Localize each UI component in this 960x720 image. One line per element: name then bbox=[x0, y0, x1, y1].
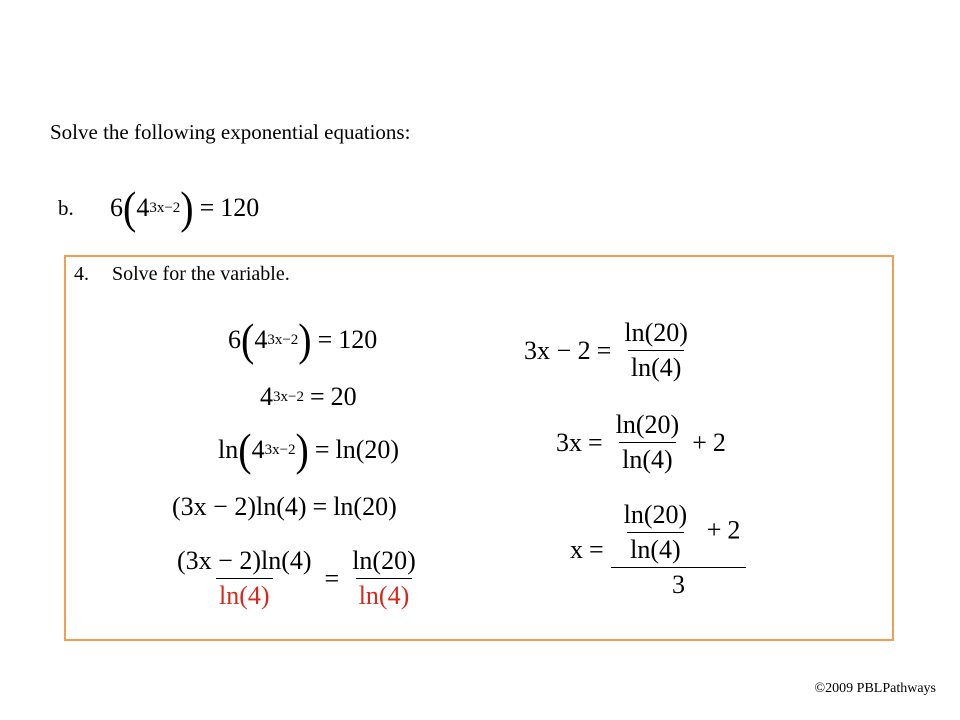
fraction-right-3-inner: $\frac{\ln(20)}{\ln(4)}$ bbox=[623, 500, 688, 564]
step-title: Solve for the variable. bbox=[112, 263, 290, 285]
copyright-notice: ©2009 PBLPathways bbox=[814, 681, 936, 696]
problem-equation: 6 ( 4 3x−2 ) = 120 bbox=[110, 181, 260, 234]
eq-right-1: 3x − 2 = $\frac{\ln(20)}{\ln(4)}$ bbox=[524, 318, 695, 383]
fraction-left-5a: $\frac{(3x - 2)\ln(4)}{\ln(4)}$ bbox=[177, 546, 312, 610]
fraction-left-5b: $\frac{\ln(20)}{\ln(4)}$ bbox=[352, 546, 416, 610]
eq-left-2: 4 3x−2 = 20 bbox=[260, 382, 357, 411]
fraction-right-2: $\frac{\ln(20)}{\ln(4)}$ bbox=[615, 410, 680, 474]
eq-right-2: 3x = $\frac{\ln(20)}{\ln(4)}$ + 2 bbox=[556, 410, 726, 474]
eq-left-3: ln ( 4 3x−2 ) = ln(20) bbox=[218, 423, 400, 476]
eq-right-3: x = $\frac{\ln(20)}{\ln(4)}$ + 2 3 bbox=[570, 500, 747, 600]
part-label: b. bbox=[58, 196, 74, 220]
page-heading: Solve the following exponential equations: bbox=[50, 120, 411, 144]
eq-left-1: 6 ( 4 3x−2 ) = 120 bbox=[228, 313, 378, 366]
step-number: 4. bbox=[74, 263, 89, 285]
fraction-right-1: $\frac{\ln(20)}{\ln(4)}$ bbox=[624, 318, 688, 382]
step-heading bbox=[74, 263, 290, 286]
fraction-right-3: $\frac{\ln(20)}{\ln(4)}$ + 2 3 bbox=[614, 500, 744, 600]
eq-left-4: (3x − 2) ln(4) = ln(20) bbox=[172, 492, 397, 521]
eq-left-5: $\frac{(3x - 2)\ln(4)}{\ln(4)}$ = $\frac{\ln(20)}{\ln(4)}$ bbox=[170, 546, 423, 611]
